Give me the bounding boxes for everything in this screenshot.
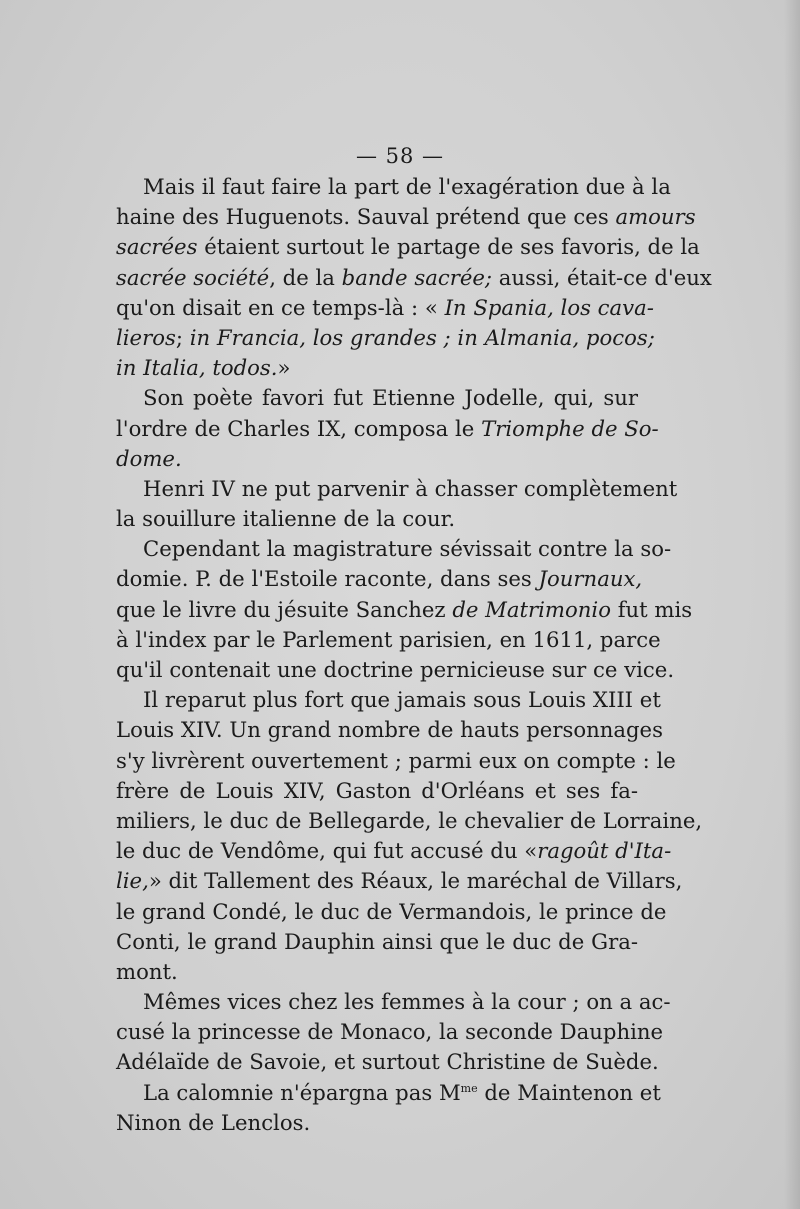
text-segment: Conti, le grand Dauphin ainsi que le duc de Gra-	[116, 928, 638, 954]
text-segment: aussi, était-ce d'eux	[492, 264, 712, 290]
text-segment: miliers, le duc de Bellegarde, le chevalier de Lorraine,	[116, 807, 703, 833]
text-segment: Cependant la magistrature sévissait contre la so-	[143, 536, 672, 562]
text-segment: Henri IV ne put parvenir à chasser complètement	[143, 475, 678, 501]
text-segment: Mêmes vices chez les femmes à la cour ; on a ac-	[143, 989, 671, 1015]
text-line	[116, 927, 638, 957]
text-segment: cusé la princesse de Monaco, la seconde Dauphine	[116, 1019, 664, 1045]
text-line	[116, 836, 672, 866]
text-segment: que le livre du jésuite Sanchez	[116, 596, 453, 622]
text-line	[116, 987, 671, 1017]
text-segment: le grand Condé, le duc de Vermandois, le prince de	[116, 898, 667, 924]
text-line	[116, 866, 683, 896]
text-line	[116, 655, 675, 685]
italic-text: In Spania, los cava-	[444, 294, 654, 320]
text-segment: étaient surtout le partage de ses favoris, de la	[197, 234, 700, 260]
text-line	[116, 806, 703, 836]
text-segment: haine des Huguenots. Sauval prétend que ces	[116, 204, 616, 230]
text-line	[116, 383, 638, 413]
paragraph	[116, 1078, 661, 1138]
text-line	[116, 685, 661, 715]
text-segment: Mais il faut faire la part de l'exagération due à la	[143, 174, 671, 199]
italic-text: Journaux,	[538, 566, 643, 592]
paragraph	[116, 383, 659, 474]
text-line	[116, 1078, 661, 1108]
italic-text: dome.	[116, 445, 182, 471]
text-segment: Ninon de Lenclos.	[116, 1109, 311, 1135]
text-line	[116, 564, 643, 594]
text-line	[116, 414, 659, 444]
text-segment: qu'on disait en ce temps-là : «	[116, 294, 445, 320]
text-line	[116, 504, 638, 534]
paragraph	[116, 534, 693, 685]
text-segment: le duc de Vendôme, qui fut accusé du «	[116, 838, 538, 864]
text-segment: qu'il contenait une doctrine pernicieuse sur ce vice.	[116, 657, 675, 682]
text-line	[116, 1047, 659, 1077]
text-segment: à l'index par le Parlement parisien, en 1611, parce	[116, 626, 661, 652]
text-line	[116, 776, 638, 806]
text-line	[116, 746, 676, 776]
text-segment: » dit Tallement des Réaux, le maréchal de Villars,	[148, 868, 683, 894]
text-line	[116, 444, 638, 474]
paragraph	[116, 987, 671, 1078]
superscript-text: me	[460, 1081, 478, 1095]
text-segment: mont.	[116, 958, 178, 984]
text-line	[116, 595, 693, 625]
text-segment: s'y livrèrent ouvertement ; parmi eux on compte : le	[116, 747, 676, 773]
italic-text: Triomphe de So-	[481, 415, 659, 441]
text-segment: La calomnie n'épargna pas M	[143, 1079, 461, 1105]
text-segment: fut mis	[610, 596, 693, 622]
text-line	[116, 353, 638, 383]
text-line	[116, 1017, 664, 1047]
text-line	[116, 323, 655, 353]
italic-text: lieros	[116, 324, 176, 350]
text-segment: frère de Louis XIV, Gaston d'Orléans et ses fa-	[116, 777, 638, 803]
italic-text: sacrées	[116, 234, 198, 260]
text-segment: Il reparut plus fort que jamais sous Louis XIII et	[143, 687, 661, 713]
text-segment: domie. P. de l'Estoile raconte, dans ses	[116, 566, 539, 592]
paragraph	[116, 172, 712, 383]
page-edge-shadow	[784, 0, 800, 1209]
text-line	[116, 897, 667, 927]
italic-text: ragoût d'Ita-	[537, 838, 672, 864]
text-segment: , de la	[269, 264, 342, 290]
text-line	[116, 474, 678, 504]
text-line	[116, 263, 712, 293]
text-line	[116, 232, 700, 262]
page-number: — 58 —	[355, 144, 445, 168]
text-line	[116, 1108, 638, 1138]
text-segment: Son poète favori fut Etienne Jodelle, qui, sur	[143, 385, 638, 411]
text-segment: de Maintenon et	[477, 1079, 661, 1105]
text-segment: l'ordre de Charles IX, composa le	[116, 415, 482, 441]
italic-text: in Francia, los grandes ; in Almania, pocos;	[189, 324, 655, 350]
text-segment: la souillure italienne de la cour.	[116, 506, 456, 532]
text-line	[116, 534, 672, 564]
italic-text: in Italia, todos.	[116, 355, 278, 381]
text-line	[116, 293, 654, 323]
italic-text: bande sacrée;	[341, 264, 493, 290]
text-segment: ;	[175, 324, 190, 350]
text-segment: Louis XIV. Un grand nombre de hauts personnages	[116, 717, 663, 743]
text-line	[116, 202, 696, 232]
text-segment: »	[277, 355, 291, 381]
text-line	[116, 957, 638, 987]
italic-text: lie,	[116, 868, 149, 894]
paragraph	[116, 685, 703, 987]
text-segment: Adélaïde de Savoie, et surtout Christine de Suède.	[116, 1049, 659, 1075]
text-line	[116, 715, 663, 745]
italic-text: amours	[615, 204, 696, 230]
italic-text: de Matrimonio	[452, 596, 611, 622]
paragraph	[116, 474, 678, 534]
text-line	[116, 625, 661, 655]
body-text	[116, 172, 712, 1138]
italic-text: sacrée société	[116, 264, 270, 290]
text-line	[116, 172, 671, 202]
